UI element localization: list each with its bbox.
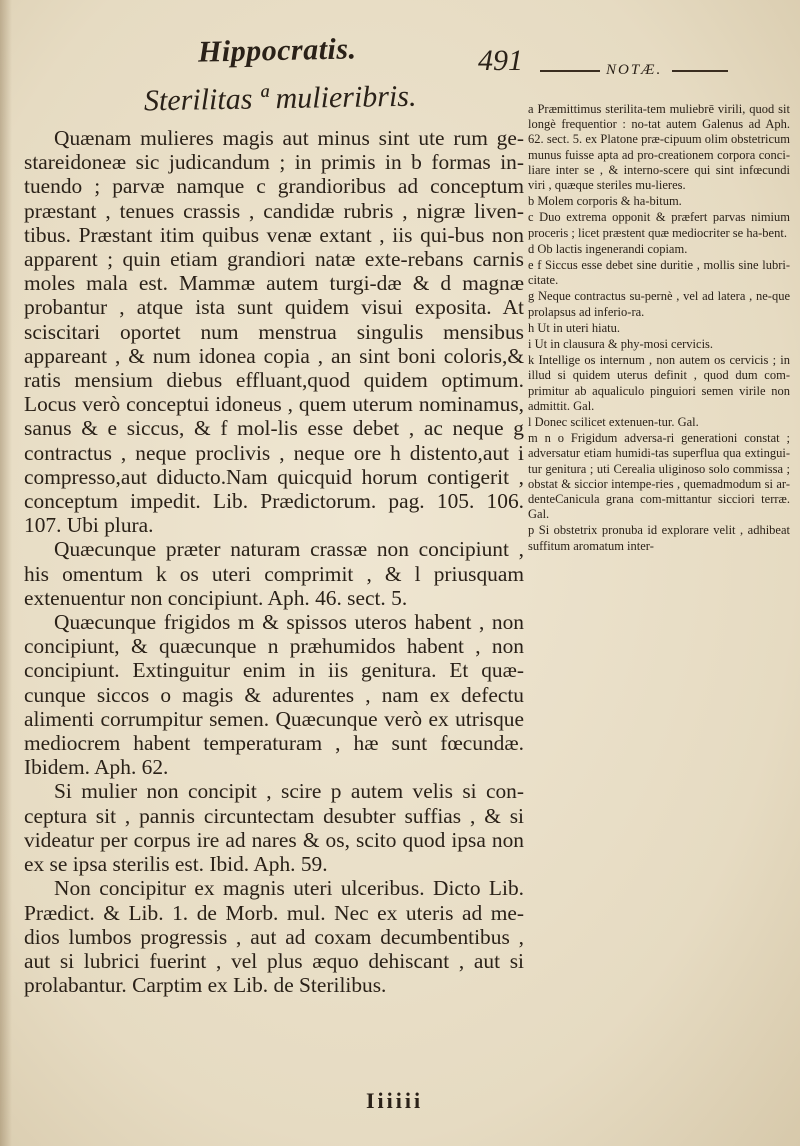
running-title: Hippocratis.: [197, 32, 357, 69]
paragraph: Quænam mulieres magis aut minus sint ute rum ge-stareidoneæ sic judicandum ; in primis in b formas in-tuendo ; parvæ namque c grandioribus ad conceptum præstant , tenues crassis , candidæ rubris , nigræ liven-tibus. Præstant itim quibus venæ extant , iis qui-bus non apparent ; quin etiam grandiori natæ exte-rebans carnis moles mala est. Mammæ autem turgi-dæ & d magnæ probantur , atque ista sunt quidem visui exposita. At sciscitari oportet num menstrua singulis mensibus appareant , & num idonea copia , an sint boni coloris,& ratis mensium diebus effluant,quod quidem optimum. Locus verò conceptui idoneus , quem uterum nominamus, sanus & e siccus, & f mol-lis esse debet , ac neque g contractus , neque proclivis , neque ore h distento,aut i compresso,aut diducto.Nam quicquid horum contigerit , conceptum impedit. Lib. Prædictorum. pag. 105. 106. 107. Ubi plura.: [24, 126, 524, 538]
section-title: Sterilitas ª mulieribris.: [143, 79, 417, 118]
page-edge-shadow: [0, 0, 12, 1146]
header-rule-left: [540, 70, 600, 72]
note: b Molem corporis & ha-bitum.: [528, 194, 682, 209]
note: a Præmittimus sterilita-tem muliebrē virili, quod sit longè frequentior : no-tat autem Galenus ad Aph. 62. sect. 5. ex Platone præ-cipuum olim obstetricum munus fuisse apta ad pro-creationem corpora conci-liare inter se , & interno-scere qui sint infœcundi viri , quæque steriles mu-lieres.: [528, 102, 790, 193]
notes-heading: NOTÆ.: [606, 62, 663, 78]
note: p Si obstetrix pronuba id explorare velit , adhibeat suffitum aromatum inter-: [528, 523, 790, 553]
note: c Duo extrema opponit & præfert parvas nimium proceris ; licet præstent quæ mediocriter se ha-bent.: [528, 210, 790, 240]
notes-column: [528, 102, 790, 555]
paragraph: Quæcunque præter naturam crassæ non concipiunt , his omentum k os uteri comprimit , & l priusquam extenuentur non concipiunt. Aph. 46. sect. 5.: [24, 537, 524, 610]
note: m n o Frigidum adversa-ri generationi constat ; adversatur etiam humidi-tas superflua qua extingui-tur genitura ; uti Cerealia uliginoso solo commissa ; obstat & siccior intempe-ries , quemadmodum si ar-denteCanicula grana com-mittantur sicciori terræ. Gal.: [528, 431, 790, 522]
note: i Ut in clausura & phy-mosi cervicis.: [528, 337, 714, 352]
header-rule-right: [672, 70, 728, 72]
paragraph: Non concipitur ex magnis uteri ulceribus. Dicto Lib. Prædict. & Lib. 1. de Morb. mul. Nec ex uteris ad me-dios lumbos progressis , aut ad coxam decumbentibus , aut si lubrici fuerint , vel plus æquo dehiscant , aut si prolabantur. Carptim ex Lib. de Sterilibus.: [24, 876, 524, 998]
paragraph: Si mulier non concipit , scire p autem velis si con-ceptura sit , pannis circuntectam desubter suffias , & si videatur per corpus ire ad nares & os, scito quod ipsa non ex se ipsa sterilis est. Ibid. Aph. 59.: [24, 779, 524, 877]
page-number: 491: [478, 44, 523, 77]
note: l Donec scilicet extenuen-tur. Gal.: [528, 415, 699, 430]
signature-mark: Iiiiii: [366, 1088, 424, 1113]
note: d Ob lactis ingenerandi copiam.: [528, 241, 688, 256]
main-text-column: [24, 126, 524, 997]
note: e f Siccus esse debet sine duritie , mollis sine lubri-citate.: [528, 258, 790, 288]
note: g Neque contractus su-pernè , vel ad latera , ne-que prolapsus ad inferio-ra.: [528, 289, 790, 319]
note: h Ut in uteri hiatu.: [528, 320, 620, 335]
paragraph: Quæcunque frigidos m & spissos uteros habent , non concipiunt, & quæcunque n præhumidos habent , non concipiunt. Extinguitur enim in iis genitura. Et quæ-cunque siccos o magis & adurentes , nam ex defectu alimenti corrumpitur semen. Quæcunque verò ex utrisque mediocrem habent temperaturam , hæ sunt fœcundæ. Ibidem. Aph. 62.: [24, 610, 524, 780]
note: k Intellige os internum , non autem os cervicis ; in illud si quidem uterus definit , quod dum com-primitur ab aqualiculo pinguiori semen virile non admittit. Gal.: [528, 353, 790, 413]
